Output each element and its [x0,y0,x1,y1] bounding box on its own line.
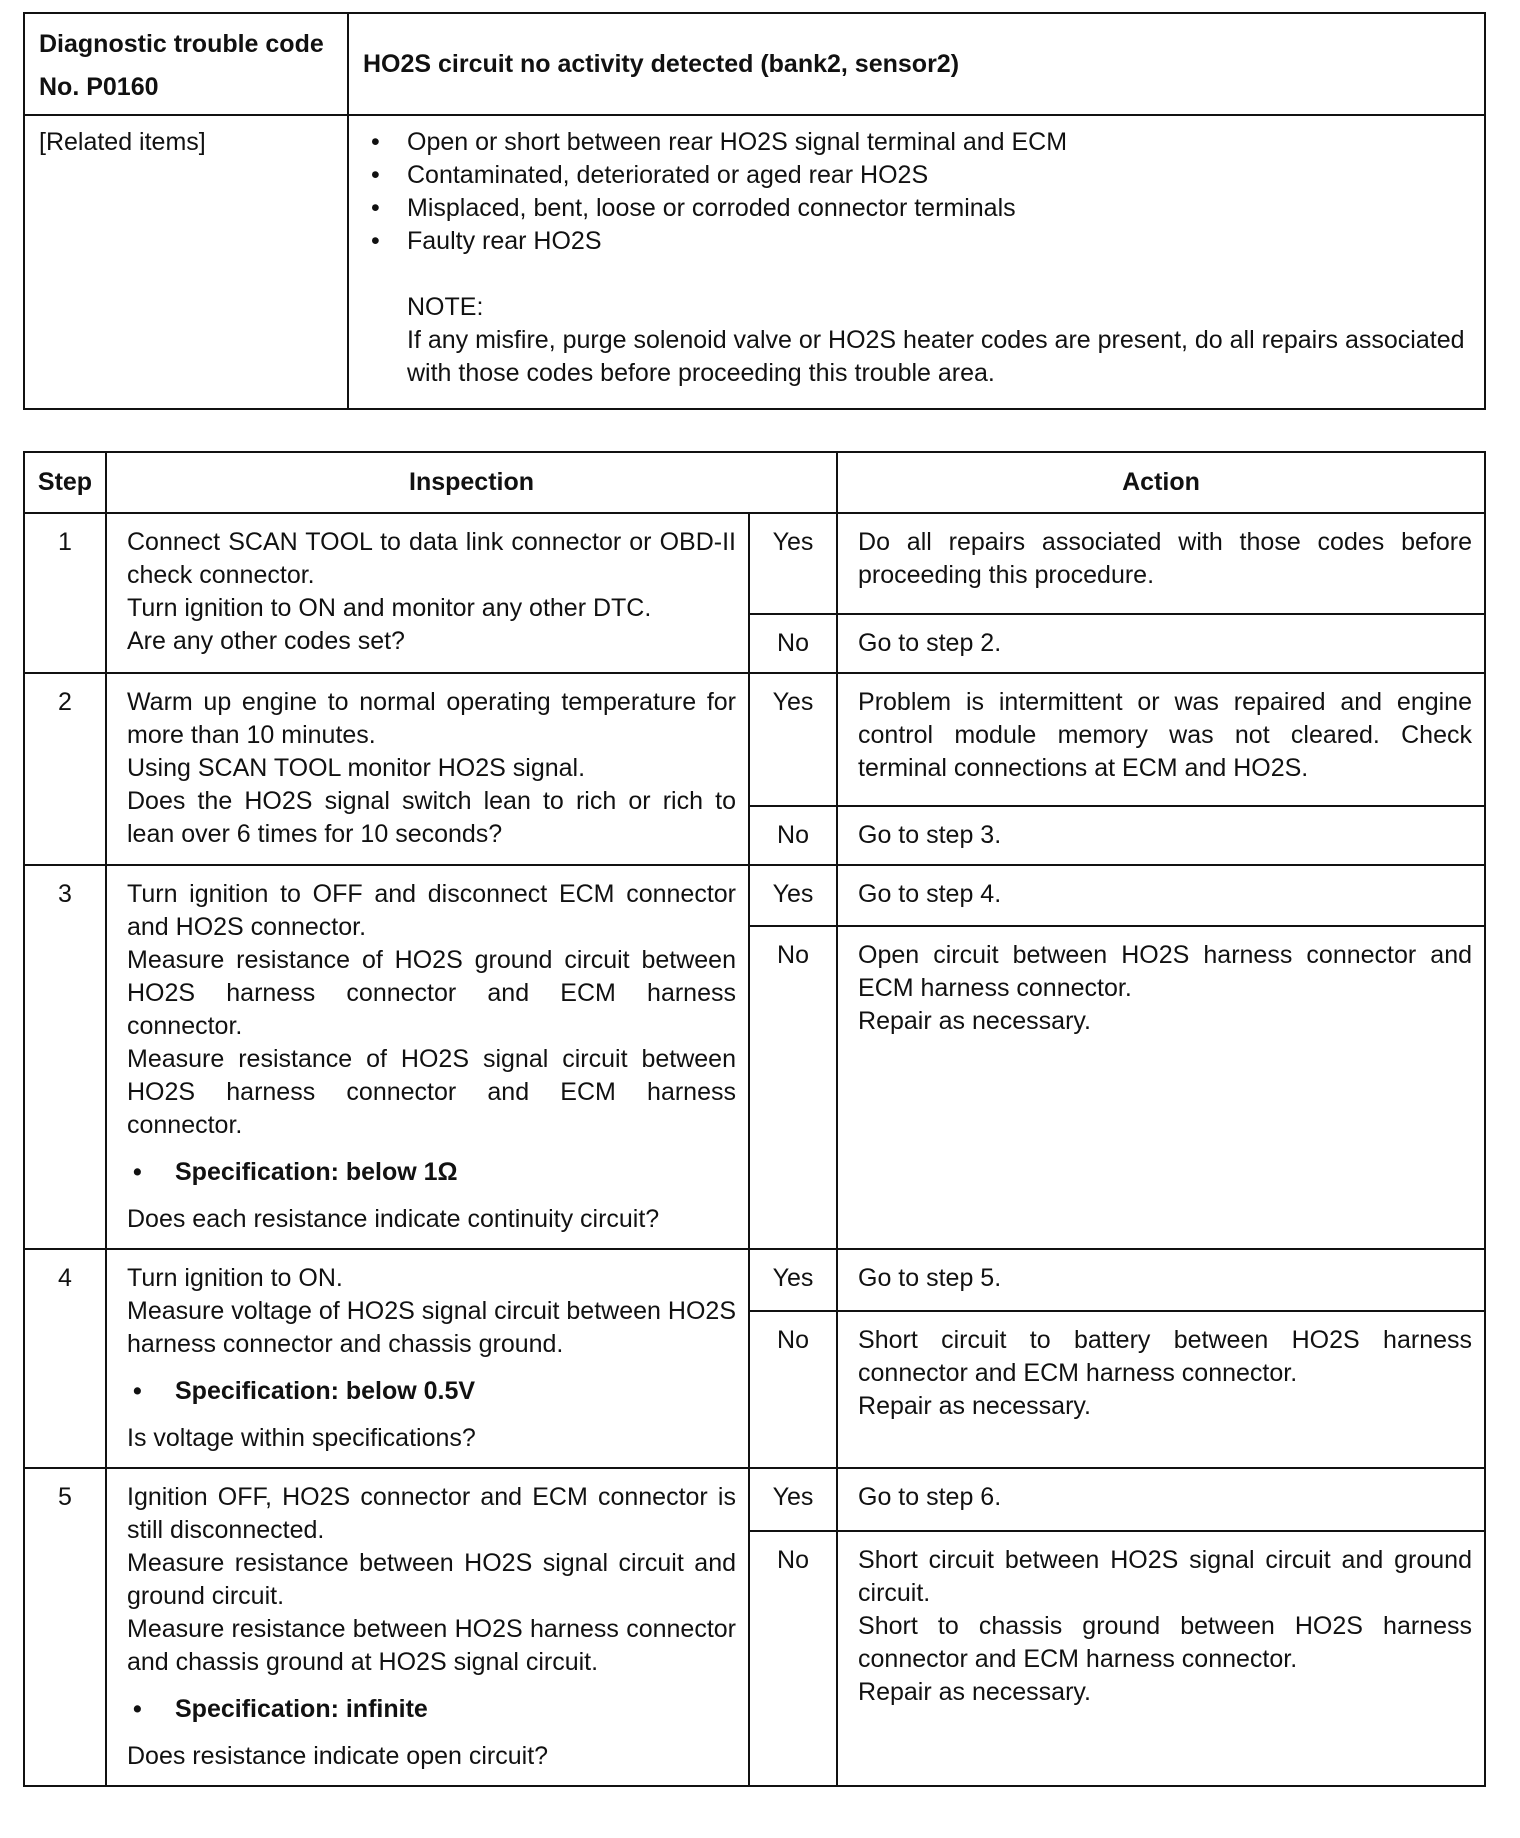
note-label: NOTE: [407,293,484,321]
no-label: No [749,926,837,1249]
yes-action: Problem is intermittent or was repaired and engine control module memory was not cleared. Check terminal connections at ECM and HO2S. [837,673,1485,806]
specification: • Specification: below 0.5V [127,1375,736,1408]
step-inspection [106,1468,749,1786]
no-label: No [749,1531,837,1786]
step-row-2-yes [24,673,1485,806]
related-item: • Open or short between rear HO2S signal terminal and ECM [363,126,1470,159]
step-row-1-yes [24,513,1485,614]
no-label: No [749,806,837,865]
step-number: 5 [24,1468,106,1786]
specification: • Specification: below 1Ω [127,1156,736,1189]
step-inspection [106,673,749,865]
related-item: • Faulty rear HO2S [363,225,1470,258]
action-line: Repair as necessary. [858,1006,1091,1035]
inspection-line: Measure resistance between HO2S signal circuit and ground circuit. [127,1549,736,1610]
action-line: Short circuit between HO2S signal circuit and ground circuit. [858,1546,1472,1608]
inspection-line: Measure resistance between HO2S harness connector and chassis ground at HO2S signal circuit. [127,1615,736,1676]
step-header: Step [24,452,106,513]
yes-action: Go to step 5. [837,1249,1485,1311]
yes-action: Go to step 4. [837,865,1485,926]
step-row-3-yes [24,865,1485,926]
step-row-5-yes [24,1468,1485,1531]
action-line: Short circuit to battery between HO2S harness connector and ECM harness connector. [858,1325,1472,1387]
no-action [837,1531,1485,1786]
yes-label: Yes [749,513,837,614]
yes-action: Go to step 6. [837,1468,1485,1531]
inspection-line: Measure resistance of HO2S signal circuit between HO2S harness connector and ECM harness connector. [127,1045,736,1139]
step-number: 3 [24,865,106,1249]
dtc-related-row [24,115,1485,409]
no-label: No [749,614,837,673]
note-text: If any misfire, purge solenoid valve or HO2S heater codes are present, do all repairs associated with those codes before proceeding this trouble area. [407,326,1465,387]
action-line: Repair as necessary. [858,1678,1091,1707]
yes-label: Yes [749,673,837,806]
related-items-list [363,126,1470,258]
dtc-code-cell [24,13,348,115]
no-action [837,926,1485,1249]
inspection-line: Turn ignition to ON and monitor any other DTC. [127,594,652,622]
action-header: Action [837,452,1485,513]
no-action: Go to step 3. [837,806,1485,865]
inspection-line: Turn ignition to OFF and disconnect ECM connector and HO2S connector. [127,880,736,941]
step-inspection [106,513,749,673]
step-table-header [24,452,1485,513]
dtc-header-row [24,13,1485,115]
inspection-question: Does resistance indicate open circuit? [127,1742,549,1770]
action-line: Short to chassis ground between HO2S harness connector and ECM harness connector. [858,1612,1472,1674]
related-item: • Misplaced, bent, loose or corroded connector terminals [363,192,1470,225]
inspection-line: Turn ignition to ON. [127,1264,343,1292]
dtc-code: No. P0160 [39,73,159,101]
step-row-4-yes [24,1249,1485,1311]
dtc-label-line1: Diagnostic trouble code [39,30,324,58]
inspection-line: Connect SCAN TOOL to data link connector or OBD-II check connector. [127,528,736,589]
inspection-question: Is voltage within specifications? [127,1424,476,1452]
dtc-title: HO2S circuit no activity detected (bank2, sensor2) [348,13,1485,115]
specification: • Specification: infinite [127,1693,736,1726]
step-number: 2 [24,673,106,865]
step-number: 1 [24,513,106,673]
inspection-line: Measure voltage of HO2S signal circuit between HO2S harness connector and chassis ground. [127,1297,736,1358]
step-table [23,451,1486,1787]
related-items-label: [Related items] [24,115,348,409]
step-inspection [106,1249,749,1468]
inspection-line: Ignition OFF, HO2S connector and ECM connector is still disconnected. [127,1483,736,1544]
inspection-header: Inspection [106,452,837,513]
yes-label: Yes [749,1468,837,1531]
step-number: 4 [24,1249,106,1468]
yes-action: Do all repairs associated with those codes before proceeding this procedure. [837,513,1485,614]
no-action: Go to step 2. [837,614,1485,673]
action-line: Repair as necessary. [858,1391,1091,1420]
no-label: No [749,1311,837,1468]
no-action [837,1311,1485,1468]
inspection-line: Measure resistance of HO2S ground circuit between HO2S harness connector and ECM harness connector. [127,946,736,1040]
action-line: Open circuit between HO2S harness connector and ECM harness connector. [858,940,1472,1002]
yes-label: Yes [749,1249,837,1311]
inspection-line: Using SCAN TOOL monitor HO2S signal. [127,754,586,782]
step-inspection [106,865,749,1249]
related-item: • Contaminated, deteriorated or aged rear HO2S [363,159,1470,192]
inspection-question: Does the HO2S signal switch lean to rich or rich to lean over 6 times for 10 seconds? [127,787,736,848]
related-items-content [348,115,1485,409]
inspection-line: Warm up engine to normal operating temperature for more than 10 minutes. [127,688,736,749]
note-block [363,291,1470,390]
inspection-question: Are any other codes set? [127,627,405,655]
yes-label: Yes [749,865,837,926]
dtc-table [23,12,1486,410]
inspection-question: Does each resistance indicate continuity circuit? [127,1205,660,1233]
